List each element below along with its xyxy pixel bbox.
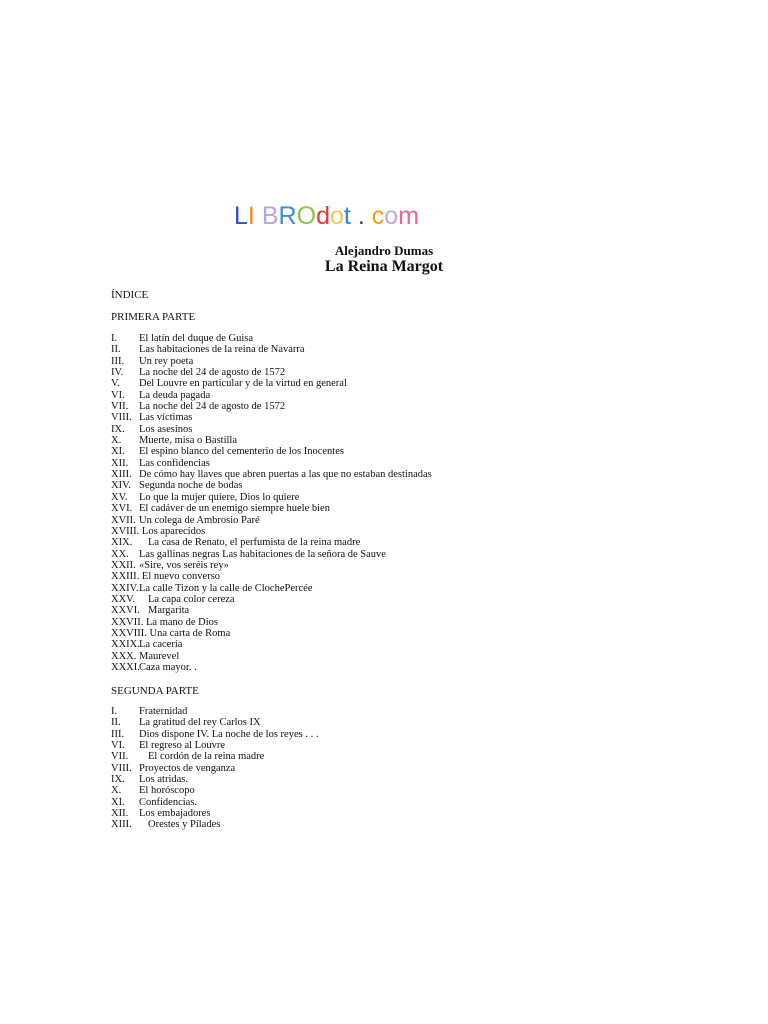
logo-letter: L <box>234 202 248 230</box>
chapter-entry <box>111 582 313 594</box>
chapter-title: Un colega de Ambrosio Paré <box>139 514 260 526</box>
chapter-number: XXVII. <box>111 616 146 628</box>
chapter-number: XVIII. <box>111 525 142 537</box>
chapter-title: El cordón de la reina madre <box>148 751 265 763</box>
chapter-number: XXVIII. <box>111 627 150 639</box>
chapter-number: VII. <box>111 401 129 413</box>
chapter-number: XIII. <box>111 819 132 831</box>
logo-letter: d <box>316 202 330 230</box>
chapter-title: La noche del 24 de agosto de 1572 <box>139 367 286 379</box>
logo-letter: o <box>329 202 344 230</box>
chapter-number: IX. <box>111 423 125 435</box>
chapter-title: La cacería <box>139 639 183 651</box>
index-heading: ÍNDICE <box>111 289 149 301</box>
chapter-number: III. <box>111 355 125 367</box>
chapter-number: XIX. <box>111 537 133 549</box>
logo-letter: t <box>343 202 351 230</box>
chapter-number: XXIV. <box>111 582 139 594</box>
chapter-number: III. <box>111 728 125 740</box>
chapter-number: XVII. <box>111 514 136 526</box>
chapter-entry <box>111 628 230 639</box>
chapter-entry <box>111 367 286 379</box>
chapter-entry <box>111 458 230 469</box>
chapter-number: XX. <box>111 548 129 560</box>
chapter-title: Las confidencias <box>139 457 210 469</box>
chapter-title: Los aparecidos <box>141 525 206 537</box>
chapter-title: La noche del 24 de agosto de 1572 <box>139 401 286 413</box>
chapter-title: Fraternidad <box>139 706 188 717</box>
chapter-number: I. <box>111 706 118 717</box>
chapter-entry <box>111 356 230 367</box>
chapter-title: Confidencias. <box>139 796 198 808</box>
chapter-number: VI. <box>111 389 125 401</box>
part1-heading: PRIMERA PARTE <box>111 311 196 323</box>
chapter-number: XV. <box>111 491 128 503</box>
librodot-logo <box>234 200 419 232</box>
author-name: Alejandro Dumas <box>334 243 434 258</box>
chapter-entry <box>111 412 230 423</box>
chapter-title: Del Louvre en particular y de la virtud en general <box>139 378 347 390</box>
chapter-number: XXXI. <box>111 661 140 673</box>
chapter-entry <box>111 424 230 435</box>
chapter-entry <box>111 401 286 413</box>
chapter-number: XXV. <box>111 593 136 605</box>
chapter-title: Maurevel <box>139 650 180 662</box>
chapter-entry <box>111 390 230 401</box>
chapter-title: Segunda noche de bodas <box>139 480 243 492</box>
chapter-entry <box>111 617 230 628</box>
logo-letter: . <box>357 202 365 230</box>
chapter-title: Margarita <box>148 605 190 617</box>
chapter-title: La gratitud del rey Carlos IX <box>139 717 261 729</box>
chapter-title: Los atridas. <box>139 774 188 786</box>
chapter-title: Un rey poeta <box>139 355 194 367</box>
chapter-entry <box>111 605 230 616</box>
chapter-number: XVI. <box>111 503 133 515</box>
chapter-number: XIV. <box>111 480 131 492</box>
logo-letter: R <box>278 202 297 230</box>
chapter-number: XIII. <box>111 469 132 481</box>
chapter-number: V. <box>111 378 120 390</box>
book-title: La Reina Margot <box>324 258 444 275</box>
chapter-entry <box>111 503 330 515</box>
logo-letter: m <box>398 202 420 230</box>
chapter-title: Muerte, misa o Bastilla <box>139 435 237 447</box>
chapter-number: XII. <box>111 457 129 469</box>
chapter-number: VIII. <box>111 412 132 424</box>
chapter-number: XXIX. <box>111 639 140 651</box>
chapter-entry <box>111 639 230 650</box>
chapter-number: XI. <box>111 796 125 808</box>
logo-letter: c <box>371 202 385 230</box>
chapter-title: La mano de Dios <box>146 616 219 628</box>
chapter-number: VII. <box>111 751 129 763</box>
chapter-entry <box>111 651 230 662</box>
chapter-title: El horóscopo <box>139 785 195 797</box>
part1-chapter-list <box>111 333 432 673</box>
chapter-title: Dios dispone IV. La noche de los reyes . . . <box>139 728 319 740</box>
chapter-number: X. <box>111 435 122 447</box>
logo-letter: O <box>296 202 317 230</box>
chapter-number: II. <box>111 717 121 729</box>
chapter-number: VI. <box>111 740 125 752</box>
chapter-title: La deuda pagada <box>139 389 211 401</box>
chapter-entry <box>111 548 386 560</box>
chapter-number: II. <box>111 344 121 356</box>
chapter-entry <box>111 571 230 582</box>
chapter-title: De cómo hay llaves que abren puertas a las que no estaban destinadas <box>139 469 432 481</box>
chapter-title: La calle Tizon y la calle de ClochePercée <box>139 582 313 594</box>
chapter-title: «Sire, vos seréis rey» <box>139 559 229 571</box>
chapter-number: VIII. <box>111 762 132 774</box>
chapter-entry <box>111 560 230 571</box>
chapter-number: XXX. <box>111 650 137 662</box>
chapter-entry <box>111 333 254 344</box>
chapter-entry <box>111 378 347 390</box>
chapter-number: IX. <box>111 774 125 786</box>
chapter-number: IV. <box>111 367 124 379</box>
chapter-number: XXIII. <box>111 571 142 583</box>
chapter-title: Los asesinos <box>139 423 193 435</box>
chapter-title: Los embajadores <box>139 808 211 820</box>
chapter-entry <box>111 344 305 356</box>
chapter-number: X. <box>111 785 122 797</box>
chapter-entry <box>111 537 361 549</box>
chapter-entry <box>111 446 344 458</box>
chapter-title: Lo que la mujer quiere, Dios lo quiere <box>139 491 300 503</box>
chapter-entry <box>111 662 230 673</box>
chapter-number: I. <box>111 333 118 344</box>
chapter-title: Caza mayor. . <box>139 661 197 673</box>
chapter-entry <box>111 491 300 503</box>
chapter-title: La casa de Renato, el perfumista de la reina madre <box>148 537 361 549</box>
chapter-title: Las gallinas negras Las habitaciones de la señora de Sauve <box>139 548 386 560</box>
chapter-title: El latín del duque de Guisa <box>139 333 254 344</box>
logo-letter: I <box>247 202 255 230</box>
chapter-title: Las habitaciones de la reina de Navarra <box>139 344 305 356</box>
chapter-entry <box>111 593 235 605</box>
chapter-title: Proyectos de venganza <box>139 762 236 774</box>
chapter-number: XII. <box>111 808 129 820</box>
chapter-title: Las víctimas <box>139 412 193 424</box>
chapter-number: XXII. <box>111 559 136 571</box>
chapter-title: La capa color cereza <box>148 593 235 605</box>
chapter-number: XXVI. <box>111 605 140 617</box>
chapter-entry <box>111 514 260 526</box>
chapter-title: El nuevo converso <box>141 571 221 583</box>
chapter-entry <box>111 469 432 481</box>
chapter-title: El espino blanco del cementerio de los Inocentes <box>139 446 344 458</box>
chapter-title: El cadáver de un enemigo siempre huele bien <box>139 503 330 515</box>
chapter-entry <box>111 435 237 447</box>
logo-letter: o <box>384 202 399 230</box>
chapter-title: El regreso al Louvre <box>139 740 226 752</box>
logo-letter: B <box>261 202 279 230</box>
chapter-entry <box>111 526 230 537</box>
part2-heading: SEGUNDA PARTE <box>111 685 199 697</box>
chapter-number: XI. <box>111 446 125 458</box>
chapter-entry <box>111 480 243 492</box>
chapter-title: Una carta de Roma <box>149 627 231 639</box>
chapter-title: Orestes y Pílades <box>148 819 221 831</box>
